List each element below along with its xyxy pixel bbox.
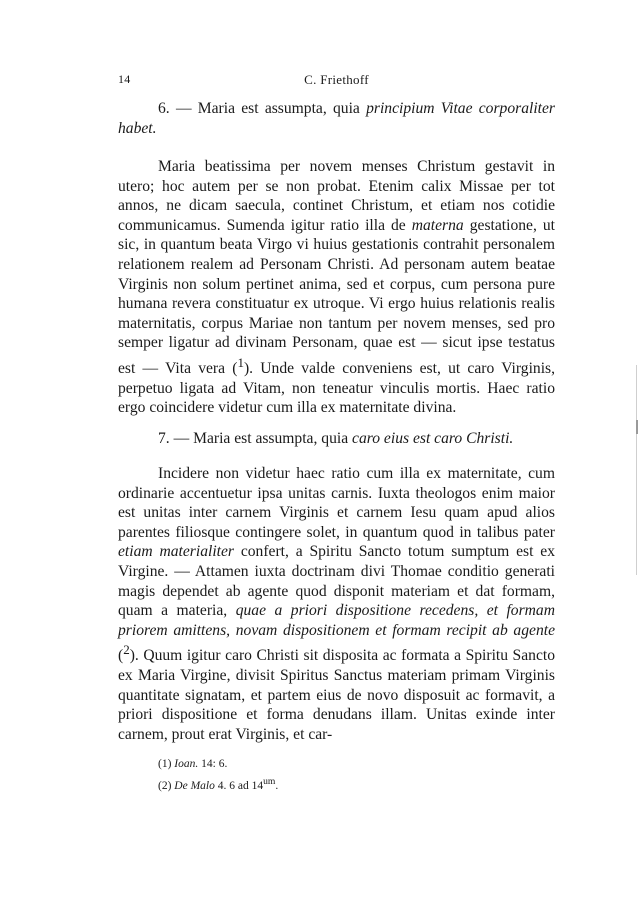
- section-6-italic: principium Vitae corporaliter habet.: [118, 100, 555, 137]
- paragraph-2-text-d: ). Quum igitur caro Christi sit disposita ac formata a Spiritu Sancto ex Maria Virgine, divisit Spiritus Sanctus materiam primam Virginis quantitate signatam, et partem eius de novo disposuit ac formavit, a priori dispositione et forma denudans illam. Unitas exinde inter carnem, prout erat Virginis, et car-: [118, 647, 555, 743]
- footnote-2-superscript: um: [263, 776, 276, 787]
- paragraph-2-italic-2: quae a priori dispositione recedens, et formam priorem amittens, novam dispositionem et formam recipit ab agente: [118, 602, 555, 639]
- paragraph-1-text-c: ). Unde valde conveniens est, ut caro Virginis, perpetuo ligata ad Vitam, non teneatur vinculis mortis. Haec ratio ergo coincidere videtur cum illa ex maternitate divina.: [118, 360, 555, 417]
- paragraph-2: [118, 464, 555, 745]
- paragraph-2-text-a: Incidere non videtur haec ratio cum illa ex maternitate, cum ordinarie accentuetur ipsa unitas carnis. Iuxta theologos enim maior est unitas inter carnem Virginis et carnem Iesu quam apud alios parentes filiosque contingere solet, in quantum quod in talibus pater: [118, 465, 555, 541]
- paragraph-2-italic-1: etiam materialiter: [118, 543, 234, 561]
- footnote-2: [158, 773, 278, 795]
- footnote-2-mark: (2): [158, 779, 172, 792]
- footnote-2-ref: 4. 6 ad 14: [214, 779, 264, 792]
- footnote-2-source: De Malo: [174, 779, 215, 792]
- footnotes: [158, 755, 278, 795]
- running-header: [118, 72, 555, 88]
- paragraph-1-text-b: gestatione, ut sic, in quantum beata Virgo vi huius gestationis contrahit personalem relationem realem ad Personam Christi. Ad personam autem beatae Virginis non solum pertinet anima, sed et corpus, cum persona pure humana revera constituatur ex utroque. Vi ergo huius relationis realis maternitatis, corpus Mariae non tantum per novem menses, sed pro semper ligatur ad divinam Personam, quae est — sicut ipse testatus est — Vita vera (: [118, 216, 556, 378]
- section-6-prefix: 6. — Maria est assumpta, quia: [158, 100, 367, 117]
- section-7-prefix: 7. — Maria est assumpta, quia: [158, 430, 353, 447]
- footnote-ref-2[interactable]: 2: [123, 642, 130, 658]
- paragraph-1-italic: materna: [411, 216, 464, 234]
- footnote-1-source: Ioan.: [174, 758, 199, 770]
- footnote-1-mark: (1): [158, 758, 172, 770]
- section-7-italic: caro eius est caro Christi.: [352, 430, 514, 447]
- paragraph-1-text-a: Maria beatissima per novem menses Christum gestavit in utero; hoc autem per se non probat. Etenim calix Missae per tot annos, ne dicam saecula, continet Christum, et etiam nos cotidie communicamus. Sumenda igitur ratio illa de: [118, 158, 555, 234]
- paragraph-2-text-c: (: [118, 647, 124, 665]
- running-head-author: C. Friethoff: [304, 72, 369, 87]
- scan-edge-tick: [636, 420, 638, 434]
- footnote-2-end: .: [275, 779, 279, 792]
- scan-edge-line: [636, 365, 637, 575]
- footnote-1-ref: 14: 6.: [198, 758, 228, 770]
- page-number: 14: [118, 72, 131, 86]
- footnote-1: [158, 755, 278, 773]
- footnote-ref-1[interactable]: 1: [237, 354, 244, 370]
- section-6-heading: [118, 99, 555, 138]
- section-7-heading: [118, 429, 555, 449]
- paragraph-1: [118, 157, 555, 418]
- paragraph-2-text-b: confert, a Spiritu Sancto totum sumptum est ex Virgine. — Attamen iuxta doctrinam divi Thomae conditio generati magis dependet ab agente quod disponit materiam et dat formam, quam a materia,: [118, 543, 555, 620]
